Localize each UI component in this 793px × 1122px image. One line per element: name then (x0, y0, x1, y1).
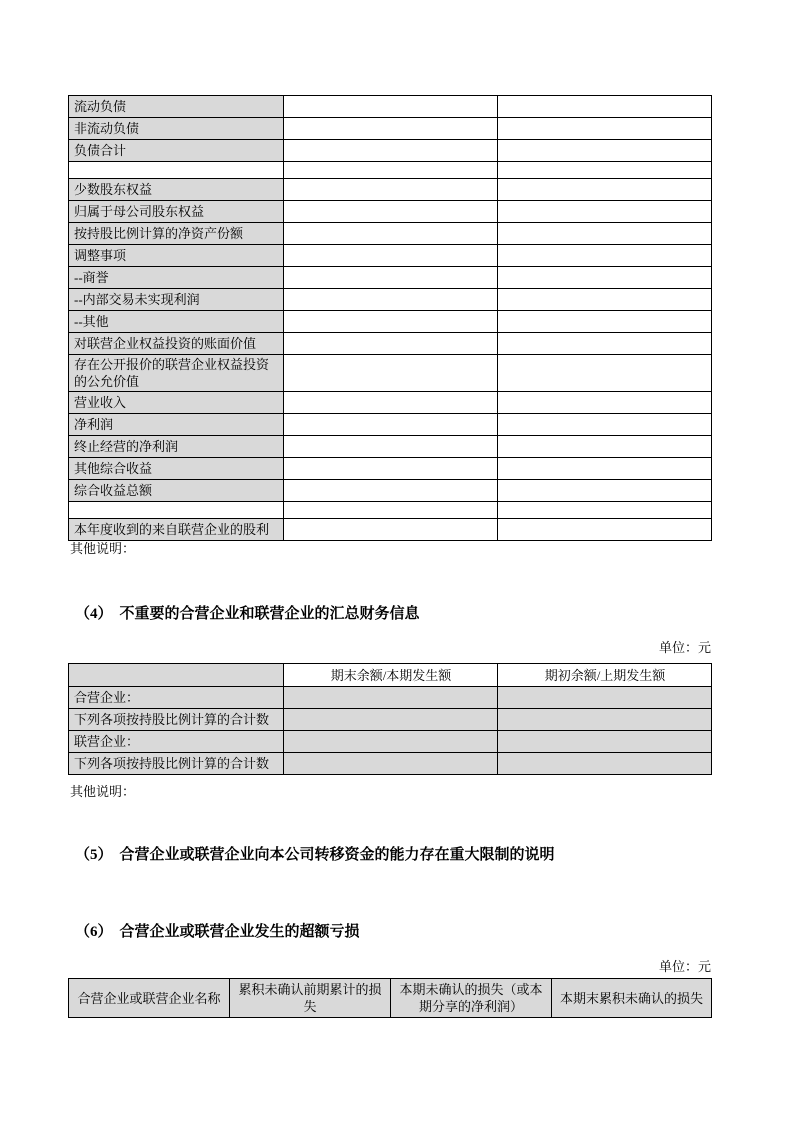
value-cell (284, 436, 498, 458)
table-row (69, 245, 712, 267)
row-label-cell: 对联营企业权益投资的账面价值 (69, 333, 284, 355)
table-row (69, 355, 712, 392)
value-cell (498, 267, 712, 289)
value-cell (498, 289, 712, 311)
value-cell (284, 709, 498, 731)
row-label-cell: 非流动负债 (69, 118, 284, 140)
table-header-row (69, 979, 712, 1018)
row-label-cell: 其他综合收益 (69, 458, 284, 480)
value-cell (284, 162, 498, 179)
value-cell (284, 458, 498, 480)
row-label-cell: 联营企业： (69, 731, 284, 753)
row-label-cell: 负债合计 (69, 140, 284, 162)
value-cell (498, 687, 712, 709)
row-label-cell: 本年度收到的来自联营企业的股利 (69, 519, 284, 541)
section-5-heading (75, 846, 555, 864)
row-label-cell: 按持股比例计算的净资产份额 (69, 223, 284, 245)
value-cell (498, 96, 712, 118)
value-cell (498, 709, 712, 731)
section-6-title: 合营企业或联营企业发生的超额亏损 (119, 924, 360, 940)
row-label-cell: 综合收益总额 (69, 480, 284, 502)
value-cell (284, 96, 498, 118)
value-cell (284, 502, 498, 519)
table-row (69, 289, 712, 311)
other-notes-label: 其他说明： (70, 541, 136, 556)
value-cell (498, 162, 712, 179)
value-cell (284, 140, 498, 162)
value-cell (498, 245, 712, 267)
section-6-number: （6） (75, 924, 113, 940)
header-cell: 合营企业或联营企业名称 (69, 979, 230, 1018)
table-row (69, 480, 712, 502)
excess-loss-table (68, 978, 712, 1018)
table-row (69, 201, 712, 223)
value-cell (284, 267, 498, 289)
row-label-cell: 归属于母公司股东权益 (69, 201, 284, 223)
value-cell (498, 392, 712, 414)
section-4-heading (75, 605, 420, 623)
value-cell (498, 414, 712, 436)
row-label-cell: --其他 (69, 311, 284, 333)
row-label-cell: 下列各项按持股比例计算的合计数 (69, 709, 284, 731)
table-row (69, 731, 712, 753)
value-cell (498, 311, 712, 333)
value-cell (498, 118, 712, 140)
value-cell (498, 458, 712, 480)
value-cell (498, 201, 712, 223)
value-cell (284, 333, 498, 355)
header-cell: 本期未确认的损失（或本期分享的净利润） (391, 979, 552, 1018)
value-cell (284, 179, 498, 201)
section-5-title: 合营企业或联营企业向本公司转移资金的能力存在重大限制的说明 (119, 847, 555, 863)
row-label-cell: 调整事项 (69, 245, 284, 267)
value-cell (284, 201, 498, 223)
value-cell (284, 753, 498, 775)
value-cell (284, 311, 498, 333)
table-row (69, 223, 712, 245)
value-cell (284, 118, 498, 140)
value-cell (498, 480, 712, 502)
row-label-cell: 合营企业： (69, 687, 284, 709)
value-cell (498, 753, 712, 775)
table-row (69, 709, 712, 731)
row-label-cell: 终止经营的净利润 (69, 436, 284, 458)
value-cell (498, 223, 712, 245)
table-row (69, 436, 712, 458)
value-cell (498, 179, 712, 201)
row-label-cell: 营业收入 (69, 392, 284, 414)
summary-financials-table (68, 95, 712, 541)
section-4-number: （4） (75, 606, 113, 622)
value-cell (498, 519, 712, 541)
unit-label: 单位：元 (658, 640, 711, 655)
header-cell: 期初余额/上期发生额 (498, 664, 712, 687)
value-cell (498, 140, 712, 162)
unit-label: 单位：元 (658, 959, 711, 974)
header-cell: 期末余额/本期发生额 (284, 664, 498, 687)
table-row (69, 96, 712, 118)
table-row (69, 179, 712, 201)
value-cell (498, 731, 712, 753)
value-cell (284, 355, 498, 392)
section-4-title: 不重要的合营企业和联营企业的汇总财务信息 (119, 606, 420, 622)
value-cell (498, 355, 712, 392)
table-row (69, 140, 712, 162)
table-row (69, 519, 712, 541)
row-label-cell (69, 502, 284, 519)
value-cell (284, 289, 498, 311)
header-cell (69, 664, 284, 687)
table-row (69, 687, 712, 709)
table-row (69, 333, 712, 355)
row-label-cell: 下列各项按持股比例计算的合计数 (69, 753, 284, 775)
table-row (69, 753, 712, 775)
value-cell (498, 502, 712, 519)
table-row (69, 392, 712, 414)
row-label-cell (69, 162, 284, 179)
value-cell (284, 245, 498, 267)
table-row (69, 267, 712, 289)
table-row (69, 414, 712, 436)
row-label-cell: 存在公开报价的联营企业权益投资的公允价值 (69, 355, 284, 392)
header-cell: 累积未确认前期累计的损失 (230, 979, 391, 1018)
value-cell (284, 392, 498, 414)
value-cell (498, 333, 712, 355)
value-cell (284, 687, 498, 709)
header-cell: 本期末累积未确认的损失 (552, 979, 712, 1018)
value-cell (284, 223, 498, 245)
row-label-cell: 净利润 (69, 414, 284, 436)
value-cell (498, 436, 712, 458)
table-row (69, 118, 712, 140)
row-label-cell: 流动负债 (69, 96, 284, 118)
table-row-empty (69, 502, 712, 519)
row-label-cell: 少数股东权益 (69, 179, 284, 201)
section-5-number: （5） (75, 847, 113, 863)
table-row-empty (69, 162, 712, 179)
minor-jv-associate-table (68, 663, 712, 775)
value-cell (284, 519, 498, 541)
row-label-cell: --内部交易未实现利润 (69, 289, 284, 311)
table-header-row (69, 664, 712, 687)
row-label-cell: --商誉 (69, 267, 284, 289)
section-6-heading (75, 923, 360, 941)
table-row (69, 458, 712, 480)
value-cell (284, 414, 498, 436)
table-row (69, 311, 712, 333)
value-cell (284, 480, 498, 502)
other-notes-label: 其他说明： (70, 784, 136, 799)
value-cell (284, 731, 498, 753)
